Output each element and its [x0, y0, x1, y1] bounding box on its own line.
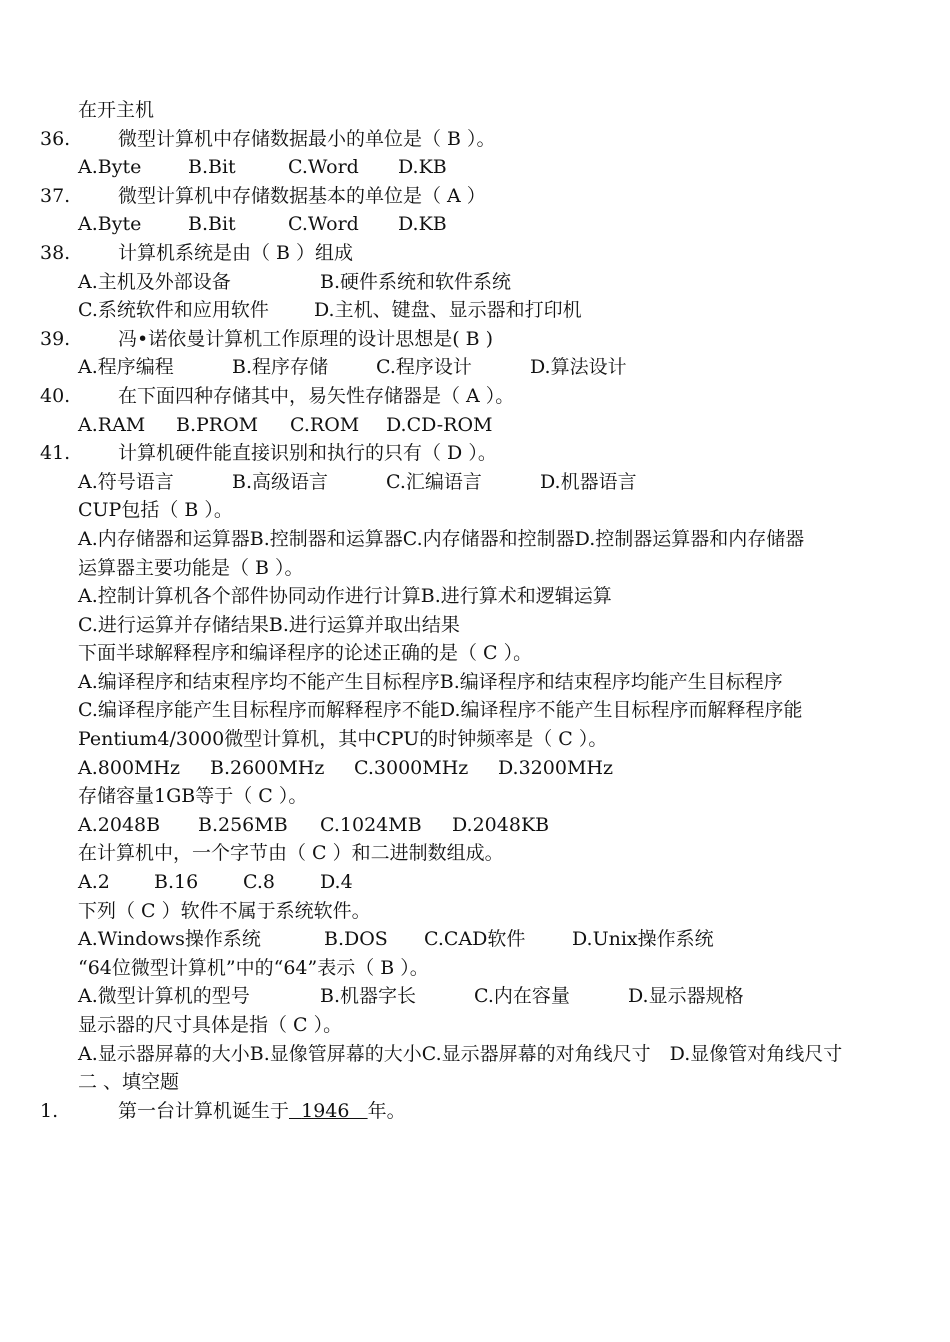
option: D.4	[320, 871, 353, 894]
question-40	[0, 382, 950, 411]
option: B.Bit	[188, 156, 236, 179]
question-byte	[0, 839, 950, 868]
question-37	[0, 182, 950, 211]
option: C.3000MHz	[354, 756, 469, 779]
option: A.主机及外部设备	[78, 270, 231, 293]
options-alu-line2	[0, 611, 950, 640]
question-38	[0, 239, 950, 268]
options-39	[0, 353, 950, 382]
options-capacity	[0, 811, 950, 840]
options-38-line1	[0, 268, 950, 297]
question-cpu	[0, 496, 950, 525]
continued-text-line	[0, 96, 950, 125]
question-text: 下面半球解释程序和编译程序的论述正确的是（ C ）。	[78, 642, 533, 665]
question-alu	[0, 554, 950, 583]
options-41	[0, 468, 950, 497]
option: C.内在容量	[474, 985, 570, 1008]
options-40	[0, 411, 950, 440]
question-compiler	[0, 639, 950, 668]
options-compiler-a: A.编译程序和结束程序均不能产生目标程序B.编译程序和结束程序均能产生目标程序	[78, 670, 783, 693]
question-text: 在下面四种存储其中，易矢性存储器是（ A ）。	[118, 384, 515, 407]
option: A.符号语言	[78, 470, 174, 493]
options-alu-line1	[0, 582, 950, 611]
question-text: 存储容量1GB等于（ C ）。	[78, 785, 308, 808]
question-text: CUP包括（ B ）。	[78, 499, 233, 522]
option: C.CAD软件	[424, 928, 526, 951]
section-title-line	[0, 1068, 950, 1097]
question-display	[0, 1011, 950, 1040]
option: A.2	[78, 871, 110, 894]
options-display: A.显示器屏幕的大小B.显像管屏幕的大小C.显示器屏幕的对角线尺寸 D.显像管对角线尺寸	[78, 1042, 843, 1065]
fill-text-after: 年。	[367, 1099, 406, 1122]
options-byte	[0, 868, 950, 897]
question-pentium	[0, 725, 950, 754]
question-text: 显示器的尺寸具体是指（ C ）。	[78, 1014, 343, 1036]
option: A.微型计算机的型号	[78, 985, 250, 1008]
fill-text-before: 第一台计算机诞生于	[118, 1099, 290, 1122]
options-38-line2	[0, 296, 950, 325]
question-text: Pentium4/3000微型计算机，其中CPU的时钟频率是（ C ）。	[78, 728, 608, 751]
option: A.Windows操作系统	[78, 928, 261, 951]
option: B.DOS	[324, 928, 388, 951]
option: A.Byte	[78, 156, 142, 179]
option: D.显示器规格	[628, 985, 744, 1008]
option: D.2048KB	[452, 813, 550, 836]
option: C.汇编语言	[386, 470, 482, 493]
option: B.16	[154, 871, 199, 894]
option: C.Word	[288, 213, 359, 236]
question-39	[0, 325, 950, 354]
option: D.CD-ROM	[386, 413, 493, 436]
option: B.Bit	[188, 213, 236, 236]
question-text: 计算机系统是由（ B ）组成	[118, 241, 354, 264]
fill-answer	[289, 1100, 368, 1122]
option: D.3200MHz	[498, 756, 613, 779]
option: D.KB	[398, 213, 447, 236]
option: B.机器字长	[320, 985, 417, 1008]
question-number: 39.	[40, 327, 71, 350]
question-system-software	[0, 897, 950, 926]
document-page	[0, 96, 950, 1125]
option: B.PROM	[176, 413, 259, 436]
option: C.8	[243, 871, 275, 894]
question-text: 下列（ C ）软件不属于系统软件。	[78, 899, 371, 922]
option: B.高级语言	[232, 470, 329, 493]
question-number: 36.	[40, 127, 71, 150]
option-line: A.控制计算机各个部件协同动作进行计算B.进行算术和逻辑运算	[78, 585, 612, 608]
options-37	[0, 210, 950, 239]
option: D.Unix操作系统	[572, 928, 714, 951]
option: A.RAM	[78, 413, 146, 436]
question-text: 在计算机中，一个字节由（ C ）和二进制数组成。	[78, 842, 504, 865]
option: C.1024MB	[320, 813, 422, 836]
option: B.256MB	[198, 813, 288, 836]
question-text: 微型计算机中存储数据最小的单位是（ B ）。	[118, 127, 496, 150]
question-36	[0, 125, 950, 154]
option: B.硬件系统和软件系统	[320, 270, 512, 293]
question-text: 计算机硬件能直接识别和执行的只有（ D ）。	[118, 442, 497, 465]
question-number: 41.	[40, 442, 71, 465]
option: C.Word	[288, 156, 359, 179]
options-compiler-c: C.编译程序能产生目标程序而解释程序不能D.编译程序不能产生目标程序而解释程序能	[78, 699, 803, 722]
fill-answer-value: 1946	[301, 1099, 350, 1122]
question-text: 运算器主要功能是（ B ）。	[78, 556, 304, 579]
question-64bit	[0, 954, 950, 983]
question-number: 1.	[40, 1099, 59, 1122]
option: D.KB	[398, 156, 447, 179]
question-number: 37.	[40, 184, 71, 207]
question-text: “64位微型计算机”中的“64”表示（ B ）。	[78, 956, 429, 979]
section-title: 二 、填空题	[78, 1071, 180, 1094]
question-number: 38.	[40, 241, 71, 264]
question-text: 冯•诺依曼计算机工作原理的设计思想是( B )	[118, 327, 494, 350]
option: B.程序存储	[232, 356, 329, 379]
option: C.程序设计	[376, 356, 472, 379]
option: D.算法设计	[530, 356, 627, 379]
option: A.程序编程	[78, 356, 174, 379]
option: D.机器语言	[540, 470, 637, 493]
option-line: C.进行运算并存储结果B.进行运算并取出结果	[78, 613, 460, 636]
options-pentium	[0, 754, 950, 783]
option: B.2600MHz	[210, 756, 325, 779]
question-41	[0, 439, 950, 468]
option: D.主机、键盘、显示器和打印机	[314, 299, 582, 322]
options-36	[0, 153, 950, 182]
question-text: 微型计算机中存储数据基本的单位是（ A ）	[118, 184, 486, 207]
question-number: 40.	[40, 384, 71, 407]
option: A.Byte	[78, 213, 142, 236]
fill-question-1	[0, 1097, 950, 1126]
option: C.系统软件和应用软件	[78, 299, 269, 322]
options-64bit	[0, 982, 950, 1011]
options-cpu: A.内存储器和运算器B.控制器和运算器C.内存储器和控制器D.控制器运算器和内存储器	[78, 527, 805, 550]
option: A.800MHz	[78, 756, 181, 779]
option: A.2048B	[78, 813, 161, 836]
options-system-software	[0, 925, 950, 954]
continued-text: 在开主机	[78, 99, 155, 121]
option: C.ROM	[290, 413, 360, 436]
question-capacity	[0, 782, 950, 811]
